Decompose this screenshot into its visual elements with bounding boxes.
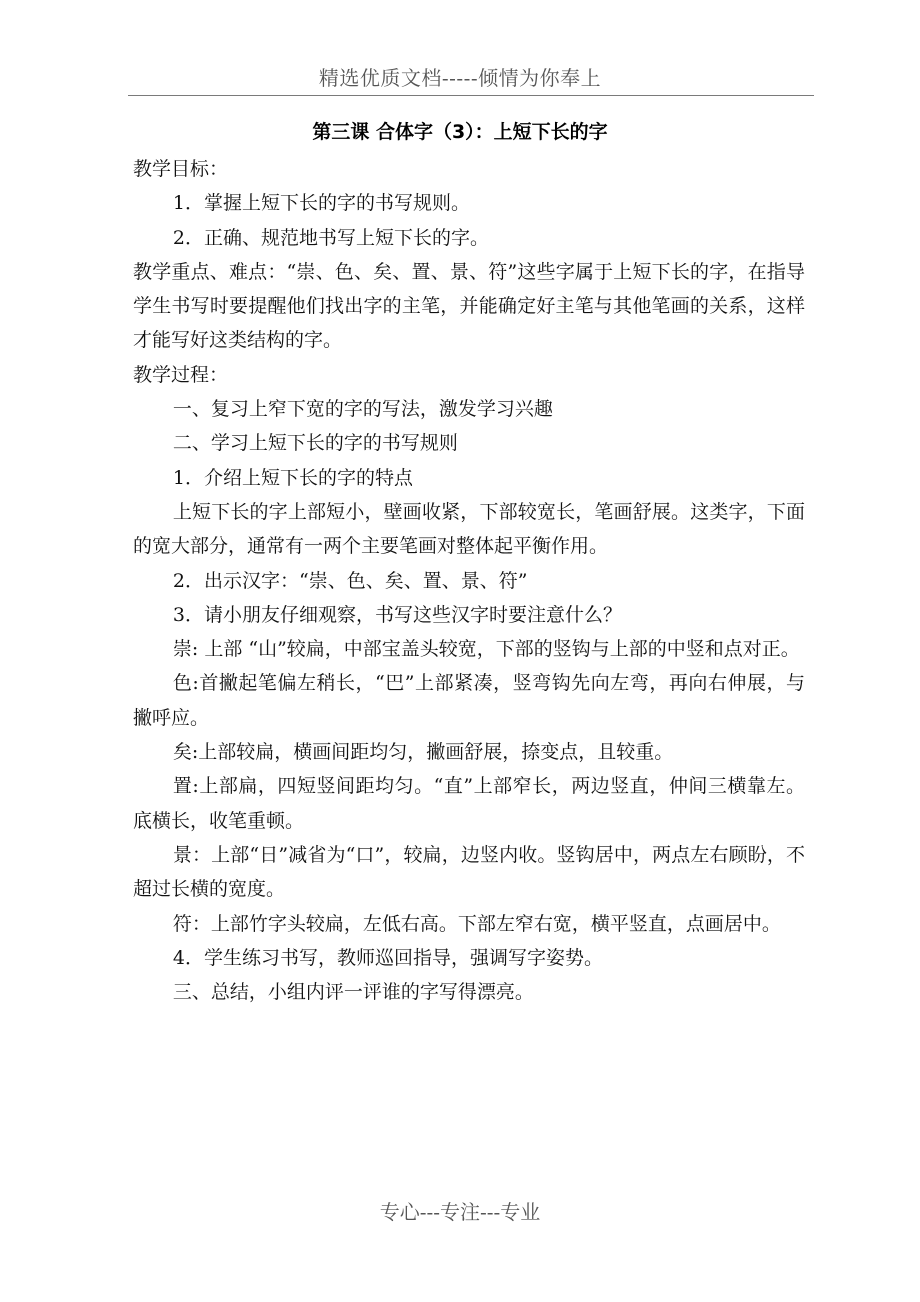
- lesson-title: 第三课 合体字（3）：上短下长的字: [312, 121, 608, 143]
- page-header: 精选优质文档-----倾情为你奉上: [318, 66, 602, 90]
- process-substep: 4．学生练习书写，教师巡回指导，强调写字姿势。: [172, 946, 603, 969]
- key-points-paragraph: 教学重点、难点：“崇、色、矣、置、景、符”这些字属于上短下长的字，在指导学生书写时要提醒他们找出字的主笔，并能确定好主笔与其他笔画的关系，这样才能写好这类结构的字。: [133, 260, 805, 352]
- objective-item: 2．正确、规范地书写上短下长的字。: [172, 226, 489, 249]
- section-heading-process: 教学过程：: [133, 363, 229, 386]
- lesson-body: [133, 152, 805, 1009]
- page-footer: 专心---专注---专业: [379, 1200, 541, 1224]
- process-step: 三、总结，小组内评一评谁的字写得漂亮。: [172, 981, 534, 1004]
- process-step: 一、复习上窄下宽的字的写法，激发学习兴趣: [172, 398, 553, 421]
- character-note: 置:上部扁，四短竖间距均匀。“直”上部窄长，两边竖直，仲间三横靠左。底横长，收笔重顿。: [133, 775, 805, 832]
- character-note: 景：上部“日”减省为“口”，较扁，边竖内收。竖钩居中，两点左右顾盼，不超过长横的宽度。: [133, 843, 805, 901]
- process-step: 二、学习上短下长的字的书写规则: [172, 432, 458, 455]
- body-paragraph: 上短下长的字上部短小，壁画收紧，下部较宽长，笔画舒展。这类字，下面的宽大部分，通常有一两个主要笔画对整体起平衡作用。: [133, 500, 805, 558]
- section-heading-objectives: 教学目标：: [133, 158, 229, 180]
- process-substep: 2．出示汉字：“崇、色、矣、置、景、符”: [172, 569, 528, 592]
- character-note: 崇: 上部 “山”较扁，中部宝盖头较宽，下部的竖钩与上部的中竖和点对正。: [172, 638, 800, 661]
- process-substep: 3．请小朋友仔细观察，书写这些汉字时要注意什么？: [172, 603, 622, 626]
- process-substep: 1．介绍上短下长的字的特点: [172, 466, 413, 489]
- character-note: 色:首撇起笔偏左稍长，“巴”上部紧凑，竖弯钩先向左弯，再向右伸展，与撇呼应。: [133, 672, 805, 729]
- character-note: 矣:上部较扁，横画间距均匀，撇画舒展，捺变点，且较重。: [172, 741, 674, 764]
- character-note: 符：上部竹字头较扁，左低右高。下部左窄右宽，横平竖直，点画居中。: [172, 912, 781, 935]
- header-divider: [128, 95, 814, 96]
- objective-item: 1．掌握上短下长的字的书写规则。: [172, 192, 470, 215]
